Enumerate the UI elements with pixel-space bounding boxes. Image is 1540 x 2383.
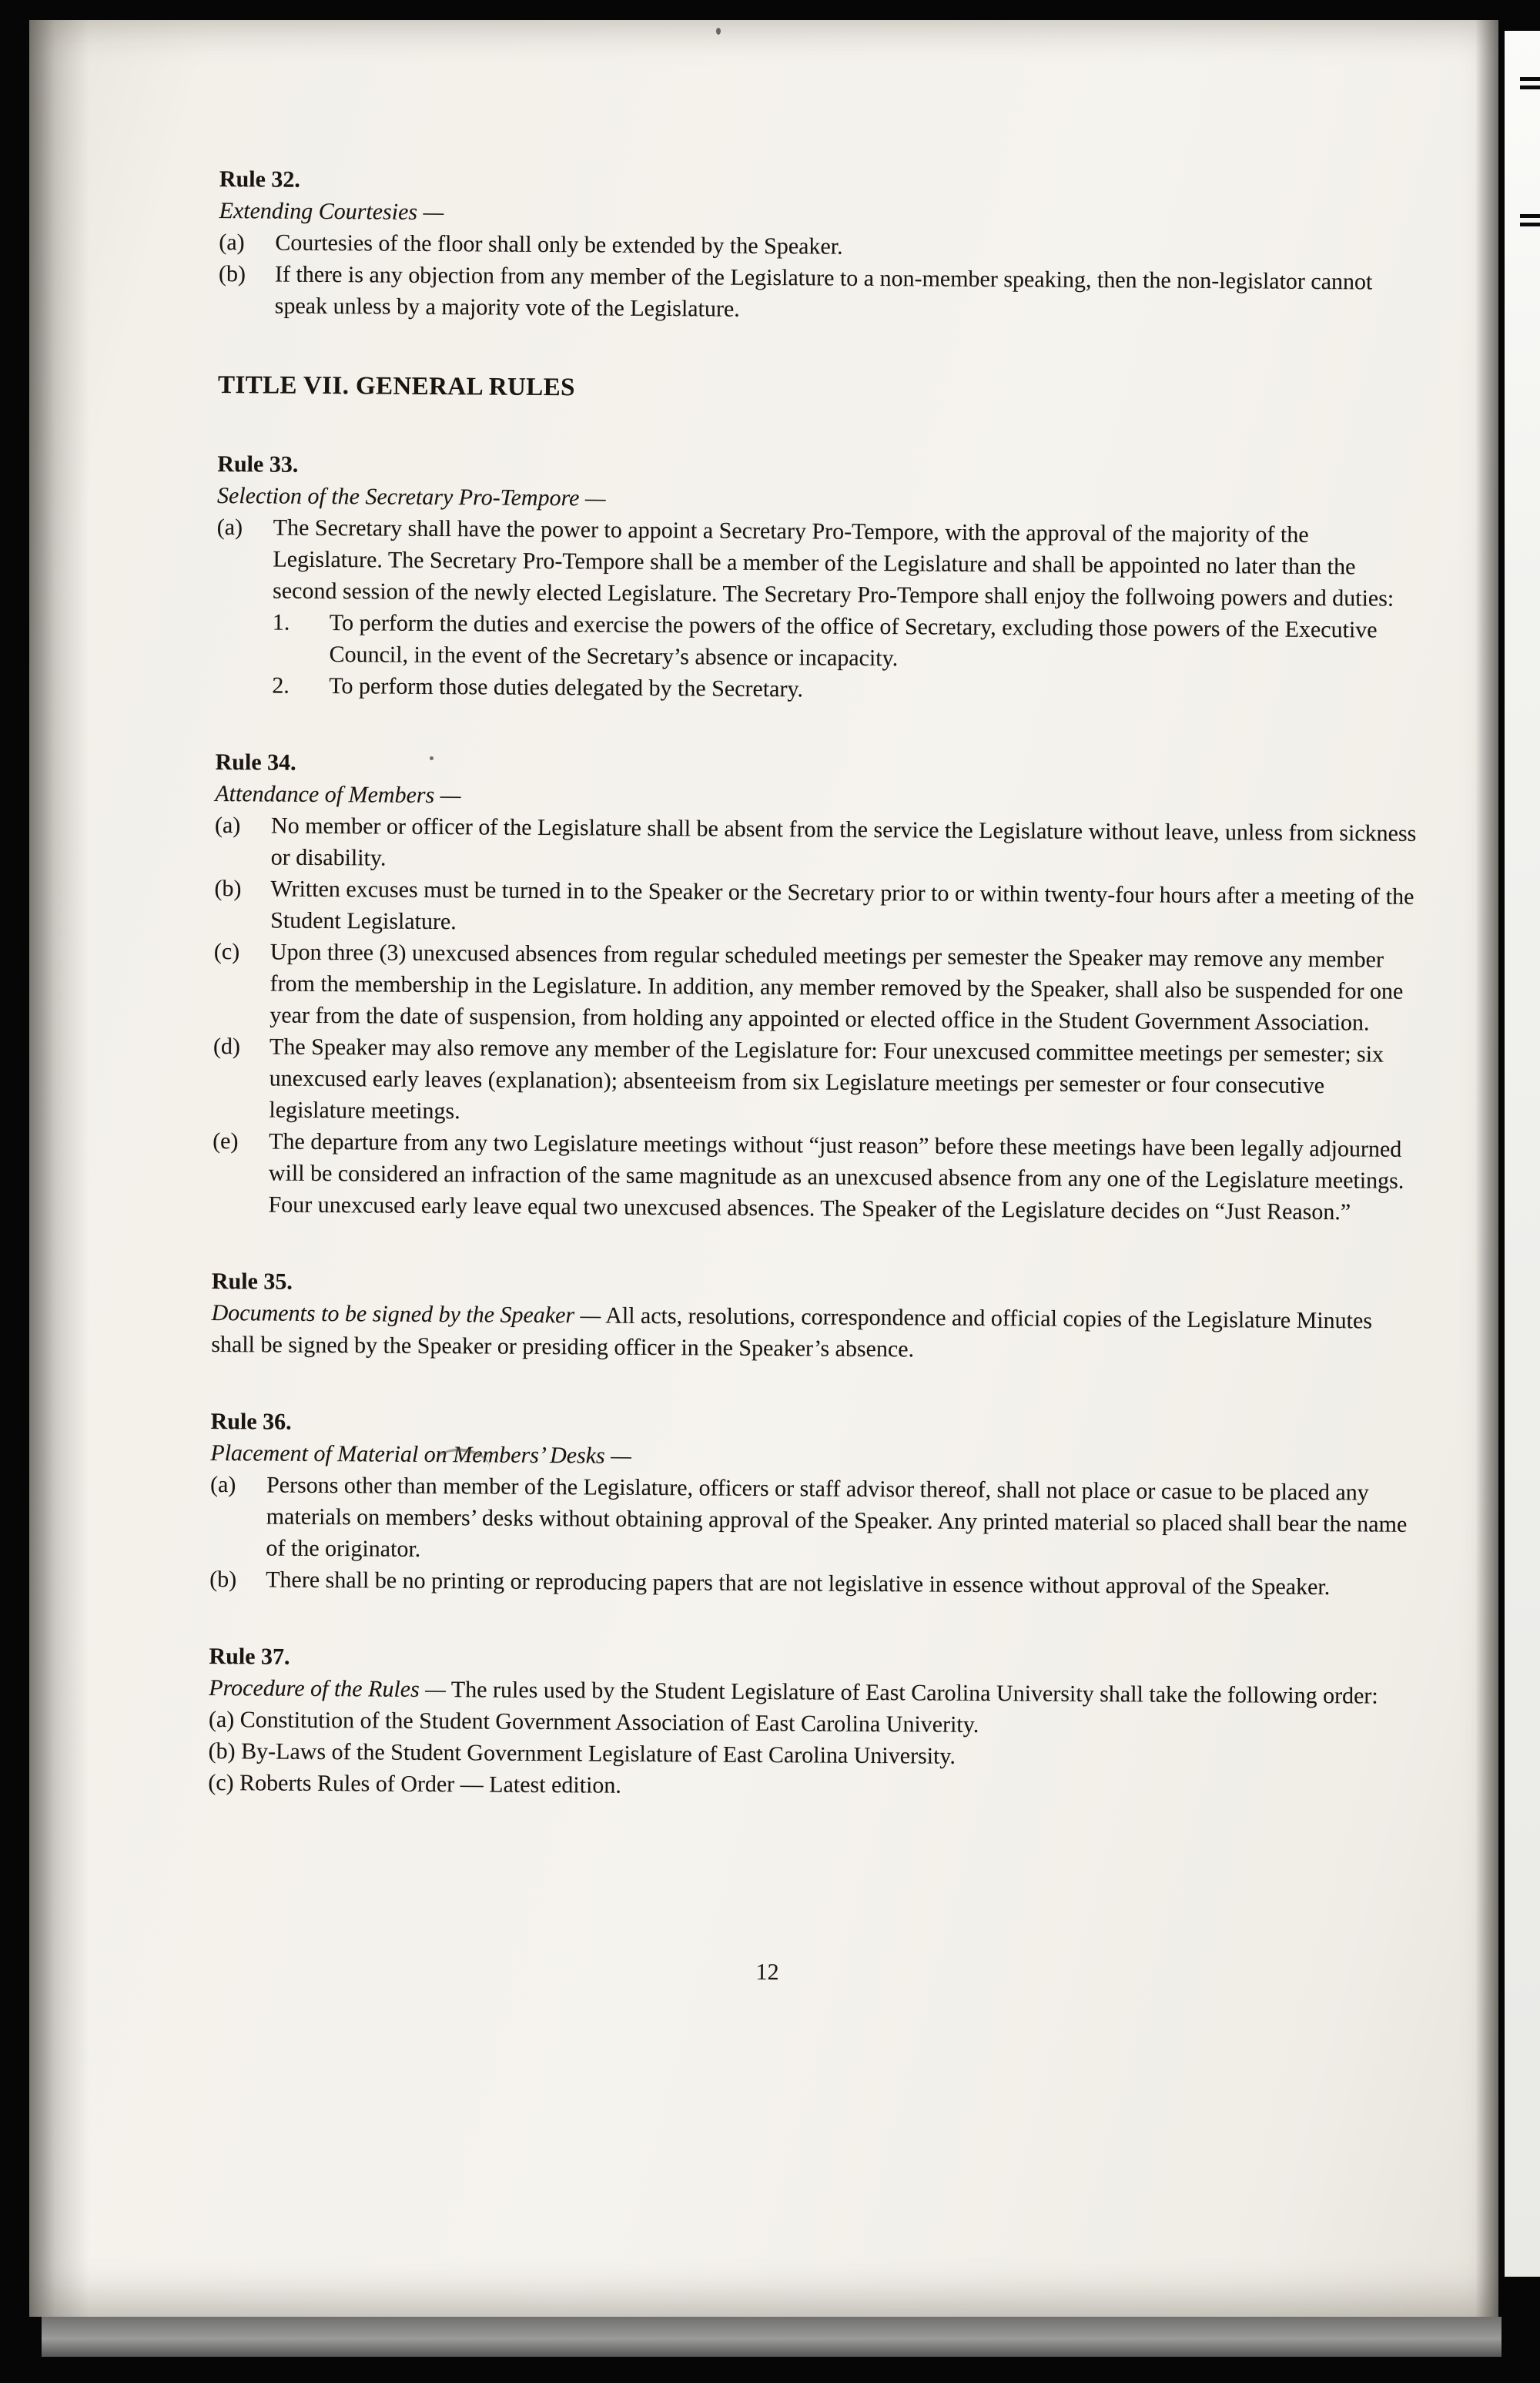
item-text: The Speaker may also remove any member of the Legislature for: Four unexcused committee meetings per semester; six unexcused early leaves (explanation); absenteeism from six Legislature meetings per semester or four consecutive legislature meetings. <box>269 1034 1384 1124</box>
rule-item-d <box>213 1031 1419 1134</box>
item-text: The departure from any two Legislature meetings without “just reason” before these meetings have been legally adjourned will be considered an infraction of the same magnitude as an unexcused absence from any one of the Legislature meetings. Four unexcused early leave equal two unexcused absences. The Speaker of the Legislature decides on “Just Reason.” <box>268 1128 1404 1225</box>
item-label: (a) <box>219 229 245 256</box>
item-text: Written excuses must be turned in to the Speaker or the Secretary prior to or within twenty-four hours after a meeting of the Student Legislature. <box>270 876 1414 935</box>
section-title: TITLE VII. GENERAL RULES <box>217 370 575 402</box>
item-text: Persons other than member of the Legislature, officers or staff advisor thereof, shall not place or casue to be placed any materials on members’ desks without obtaining approval of the Speaker. Any printed material so placed shall bear the name of the originator. <box>266 1472 1408 1562</box>
rule-heading: Rule 37. <box>209 1643 290 1670</box>
item-label: (d) <box>213 1033 241 1060</box>
item-text: No member or officer of the Legislature shall be absent from the service the Legislature without leave, unless from sickness or disability. <box>270 813 1417 871</box>
item-label: (e) <box>213 1128 239 1155</box>
adjacent-page-edge <box>1505 31 1540 2277</box>
rule-item-a <box>209 1469 1416 1572</box>
rule-37 <box>208 1641 1414 1807</box>
item-text: If there is any objection from any member of the Legislature to a non-member speaking, then the non-legislator cannot speak unless by a majority vote of the Legislature. <box>274 261 1373 322</box>
item-text: Roberts Rules of Order — Latest edition. <box>239 1770 621 1798</box>
rule-title: Extending Courtesies — <box>219 197 444 226</box>
item-label: (a) <box>208 1706 235 1733</box>
rule-item-a <box>215 809 1421 881</box>
item-label: (b) <box>208 1738 236 1765</box>
rule-heading: Rule 32. <box>219 166 300 193</box>
item-text: Constitution of the Student Government Association of East Carolina Univerity. <box>239 1707 979 1738</box>
rule-title: Attendance of Members — <box>215 780 461 809</box>
subitem-label: 2. <box>272 672 290 699</box>
item-text: By-Laws of the Student Government Legislature of East Carolina University. <box>240 1738 956 1769</box>
rule-33-subitems <box>272 606 1422 709</box>
rule-title-inline: Procedure of the Rules — <box>209 1674 447 1703</box>
item-label: (a) <box>209 1471 236 1498</box>
rule-item-c <box>213 936 1420 1039</box>
rule-paragraph <box>211 1297 1418 1369</box>
item-label: (a) <box>214 812 241 839</box>
subitem-label: 1. <box>272 609 290 635</box>
rule-item-b <box>219 258 1425 330</box>
page-number: 12 <box>755 1959 779 1986</box>
rule-item-e <box>212 1125 1418 1228</box>
subitem-text: To perform those duties delegated by the Secretary. <box>329 673 804 702</box>
item-text: Upon three (3) unexcused absences from regular scheduled meetings per semester the Speaker may remove any member from the membership in the Legislature. In addition, any member removed by the Speaker, shall also be suspended for one year from the date of suspension, from holding any appointed or elected office in the Student Government Association. <box>270 939 1404 1036</box>
item-label: (c) <box>213 938 240 965</box>
page <box>29 20 1498 2317</box>
rule-text: All acts, resolutions, correspondence and official copies of the Legislature Minutes shall be signed by the Speaker or presiding officer in the Speaker’s absence. <box>211 1302 1373 1362</box>
rule-item-b <box>214 873 1421 944</box>
scan-bottom-edge <box>42 2317 1502 2357</box>
rule-heading: Rule 33. <box>217 451 299 478</box>
rule-heading: Rule 35. <box>211 1268 293 1295</box>
rule-36 <box>209 1406 1417 1604</box>
rule-35 <box>211 1265 1418 1369</box>
item-label: (b) <box>209 1566 237 1593</box>
item-text: There shall be no printing or reproducing papers that are not legislative in essence without approval of the Speaker. <box>266 1567 1331 1600</box>
rule-heading: Rule 34. <box>215 749 296 776</box>
rule-33 <box>216 448 1423 709</box>
rule-text: The rules used by the Student Legislature of East Carolina University shall take the following order: <box>450 1677 1378 1709</box>
rule-title: Selection of the Secretary Pro-Tempore — <box>216 482 606 511</box>
rule-heading: Rule 36. <box>210 1408 292 1435</box>
item-label: (b) <box>214 875 242 902</box>
rule-32 <box>219 163 1425 330</box>
margin-dash-mark <box>1520 214 1540 218</box>
item-text: The Secretary shall have the power to appoint a Secretary Pro-Tempore, with the approval of the majority of the Legislature. The Secretary Pro-Tempore shall be a member of the Legislature and shall be appointed no later than the second session of the newly elected Legislature. The Secretary Pro-Tempore shall enjoy the follwoing powers and duties: <box>273 514 1394 612</box>
rule-title: Placement of Material on Members’ Desks — <box>210 1440 631 1469</box>
rule-title-inline: Documents to be signed by the Speaker — <box>211 1299 601 1329</box>
item-label: (b) <box>218 260 246 287</box>
scan-speck <box>430 756 434 760</box>
margin-dash-mark <box>1520 77 1540 81</box>
subitem-text: To perform the duties and exercise the powers of the office of Secretary, excluding those powers of the Executive Council, in the event of the Secretary’s absence or incapacity. <box>329 610 1378 672</box>
item-text: Courtesies of the floor shall only be extended by the Speaker. <box>275 230 843 260</box>
item-label: (a) <box>216 514 243 541</box>
rule-item-a <box>216 511 1423 615</box>
page-content <box>206 163 1424 1993</box>
item-label: (c) <box>208 1769 234 1796</box>
rule-subitem-1 <box>272 606 1422 677</box>
rule-34 <box>212 746 1421 1228</box>
scan-speck <box>716 28 721 35</box>
